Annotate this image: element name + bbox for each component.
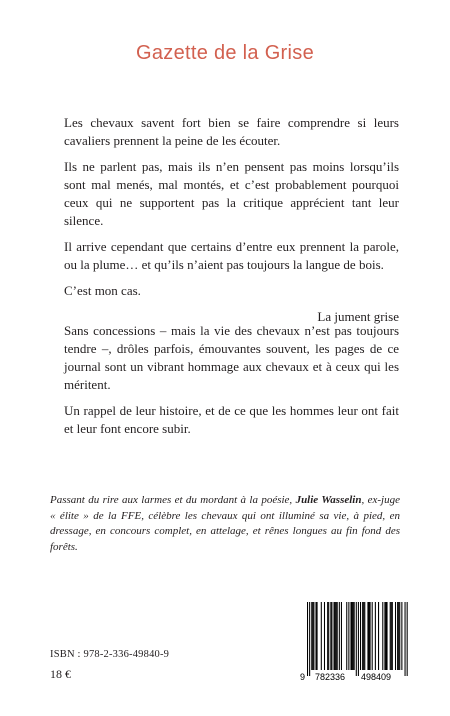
body-text	[64, 322, 399, 446]
barcode-bar	[353, 602, 354, 670]
barcode-bar	[356, 602, 357, 676]
barcode-bar	[315, 602, 316, 670]
author-name: Julie Wasselin	[295, 494, 362, 506]
barcode-bar	[311, 602, 312, 670]
barcode-bar	[398, 602, 399, 670]
barcode-bar	[350, 602, 351, 670]
barcode-bar	[395, 602, 396, 670]
barcode-bar	[360, 602, 361, 670]
author-blurb	[50, 493, 400, 555]
barcode-bars	[307, 602, 408, 676]
barcode-bar	[364, 602, 365, 670]
barcode-bar	[382, 602, 383, 670]
blurb-text-start: Passant du rire aux larmes et du mordant à la poésie,	[50, 494, 296, 506]
barcode-bar	[385, 602, 386, 670]
barcode-bar	[401, 602, 402, 670]
barcode	[297, 602, 409, 682]
barcode-bar	[397, 602, 398, 670]
barcode-bar	[399, 602, 400, 670]
barcode-graphic	[297, 602, 409, 682]
barcode-bar	[335, 602, 336, 670]
barcode-bar	[321, 602, 322, 670]
barcode-bar	[346, 602, 347, 670]
intro-paragraph: Les chevaux savent fort bien se faire comprendre si leurs cavaliers prennent la peine de les écouter.	[64, 115, 399, 148]
barcode-bar	[330, 602, 331, 670]
intro-text	[64, 114, 399, 334]
barcode-left-digits: 782336	[314, 672, 346, 682]
barcode-bar	[367, 602, 368, 670]
barcode-bar	[352, 602, 353, 670]
barcode-right-digits: 498409	[360, 672, 392, 682]
barcode-bar	[363, 602, 364, 670]
barcode-bar	[337, 602, 338, 670]
price: 18 €	[50, 667, 71, 681]
isbn: ISBN : 978-2-336-49840-9	[50, 649, 170, 660]
barcode-bar	[378, 602, 379, 670]
barcode-bar	[354, 602, 355, 670]
barcode-bar	[317, 602, 318, 670]
blurb-text-end: , ex-juge « élite » de la FFE, célèbre les chevaux qui ont illuminé sa vie, à pied, en dressage, en concours complet, en attelage, et rênes longues au fin fond des forêts.	[50, 494, 400, 553]
cover-title: Gazette de la Grise	[135, 42, 314, 64]
intro-paragraph: Ils ne parlent pas, mais ils n’en pensent pas moins lorsqu’ils sont mal menés, mal montés, et c’est probablement pourquoi ceux qui ne supportent pas la critique apprécient tant leur silence.	[64, 159, 399, 228]
barcode-bar	[309, 602, 310, 676]
body-paragraph: Sans concessions – mais la vie des chevaux n’est pas toujours tendre –, drôles parfois, émouvantes souvent, les pages de ce journal sont un vibrant hommage aux chevaux et à ceux qui les méritent.	[64, 323, 399, 392]
barcode-bar	[327, 602, 328, 670]
barcode-bar	[370, 602, 371, 670]
barcode-bar	[390, 602, 391, 670]
barcode-bar	[375, 602, 376, 670]
barcode-first-digit: 9	[300, 672, 306, 682]
barcode-bar	[312, 602, 313, 670]
signature: La jument grise	[317, 309, 399, 324]
barcode-bar	[307, 602, 308, 676]
intro-paragraph: Il arrive cependant que certains d’entre eux prennent la parole, ou la plume… et qu’ils n’aient pas toujours la langue de bois.	[64, 239, 399, 272]
barcode-bar	[313, 602, 314, 670]
barcode-bar	[358, 602, 359, 676]
barcode-bar	[324, 602, 325, 670]
barcode-bar	[391, 602, 392, 670]
barcode-bar	[336, 602, 337, 670]
barcode-bar	[405, 602, 406, 676]
intro-paragraph: C’est mon cas.	[64, 283, 141, 298]
barcode-bar	[407, 602, 408, 676]
barcode-bar	[331, 602, 332, 670]
barcode-bar	[368, 602, 369, 670]
barcode-bar	[339, 602, 340, 670]
barcode-bar	[392, 602, 393, 670]
barcode-bar	[384, 602, 385, 670]
body-paragraph: Un rappel de leur histoire, et de ce que les hommes leur ont fait et leur font encore subir.	[64, 403, 399, 436]
barcode-bar	[372, 602, 373, 670]
barcode-bar	[348, 602, 349, 670]
barcode-bar	[341, 602, 342, 670]
barcode-bar	[387, 602, 388, 670]
barcode-bar	[334, 602, 335, 670]
barcode-bar	[362, 602, 363, 670]
barcode-bar	[328, 602, 329, 670]
